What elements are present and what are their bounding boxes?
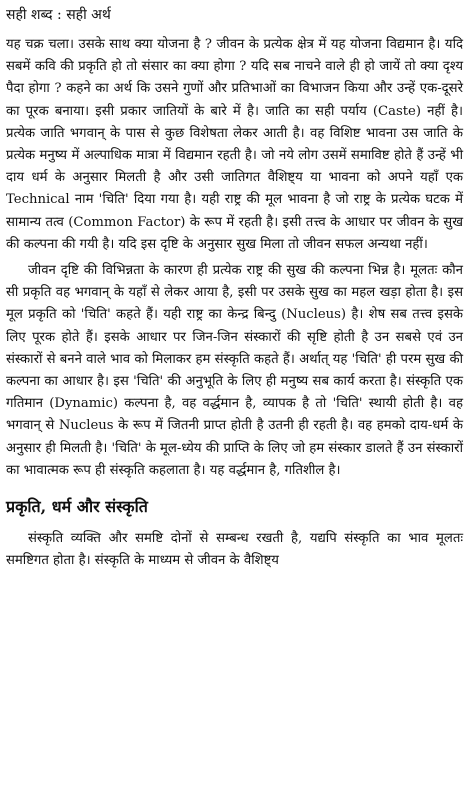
- section-body-text: [6, 528, 463, 572]
- paragraph-1: यह चक्र चला। उसके साथ क्या योजना है ? जीवन के प्रत्येक क्षेत्र में यह योजना विद्यमान है। यदि सबमें कवि की प्रकृति हो तो संसार का क्या होगा ? यदि सब नाचने वाले ही हो जायें तो क्या दृश्य पैदा होगा ? कहने का अर्थ कि उसने गुणों और प्रतिभाओं का विभाजन किया और उन्हें एक-दूसरे का पूरक बनाया। इसी प्रकार जातियों के बारे में है। जाति का सही पर्याय (Caste) नहीं है। प्रत्येक जाति भगवान् के पास से कुछ विशेषता लेकर आती है। वह विशिष्ट भावना उस जाति के प्रत्येक मनुष्य में अल्पाधिक मात्रा में विद्यमान रहती है। जो नये लोग उसमें समाविष्ट होते हैं उन्हें भी दाय धर्म के अनुसार मिलती है और उसी जातिगत वैशिष्ट्य या भावना को अपने यहाँ एक Technical नाम 'चिति' दिया गया है। यही राष्ट्र की मूल भावना है जो राष्ट्र के प्रत्येक घटक में सामान्य तत्व (Common Factor) के रूप में रहती है। इसी तत्त्व के आधार पर जीवन के सुख की कल्पना की गयी है। यदि इस दृष्टि के अनुसार सुख मिला तो जीवन सफल अन्यथा नहीं।: [6, 37, 463, 252]
- section-heading: प्रकृति, धर्म और संस्कृति: [6, 497, 148, 517]
- body-text: [6, 34, 463, 482]
- section-paragraph: संस्कृति व्यक्ति और समष्टि दोनों से सम्बन्ध रखती है, यद्यपि संस्कृति का भाव मूलतः समष्टिगत होता है। संस्कृति के माध्यम से जीवन के वैशिष्ट्य: [6, 531, 463, 569]
- paragraph-2: जीवन दृष्टि की विभिन्नता के कारण ही प्रत्येक राष्ट्र की सुख की कल्पना भिन्न है। मूलतः कौन सी प्रकृति वह भगवान् के यहाँ से लेकर आया है, इसी पर उसके सुख का महल खड़ा होता है। इस मूल प्रकृति को 'चिति' कहते हैं। यही राष्ट्र का केन्द्र बिन्दु (Nucleus) है। शेष सब तत्त्व इसके लिए पूरक होते हैं। इसके आधार पर जिन-जिन संस्कारों की सृष्टि होती है उन सबसे एवं उन संस्कारों से बनने वाले भाव को मिलाकर हम संस्कृति कहते हैं। अर्थात् यह 'चिति' ही परम सुख की कल्पना का आधार है। इस 'चिति' की अनुभूति के लिए ही मनुष्य सब कार्य करता है। संस्कृति एक गतिमान (Dynamic) कल्पना है, वह वर्द्धमान है, व्यापक है तो 'चिति' स्थायी होती है। वह भगवान् से Nucleus के रूप में जितनी प्राप्त होती है उतनी ही रहती है। वह हमको दाय-धर्म के अनुसार ही मिलती है। 'चिति' के मूल-ध्येय की प्राप्ति के लिए जो हम संस्कार डालते हैं उन संस्कारों का भावात्मक रूप ही संस्कृति कहलाता है। यह वर्द्धमान है, गतिशील है।: [6, 263, 463, 478]
- running-head: सही शब्द : सही अर्थ: [6, 7, 111, 23]
